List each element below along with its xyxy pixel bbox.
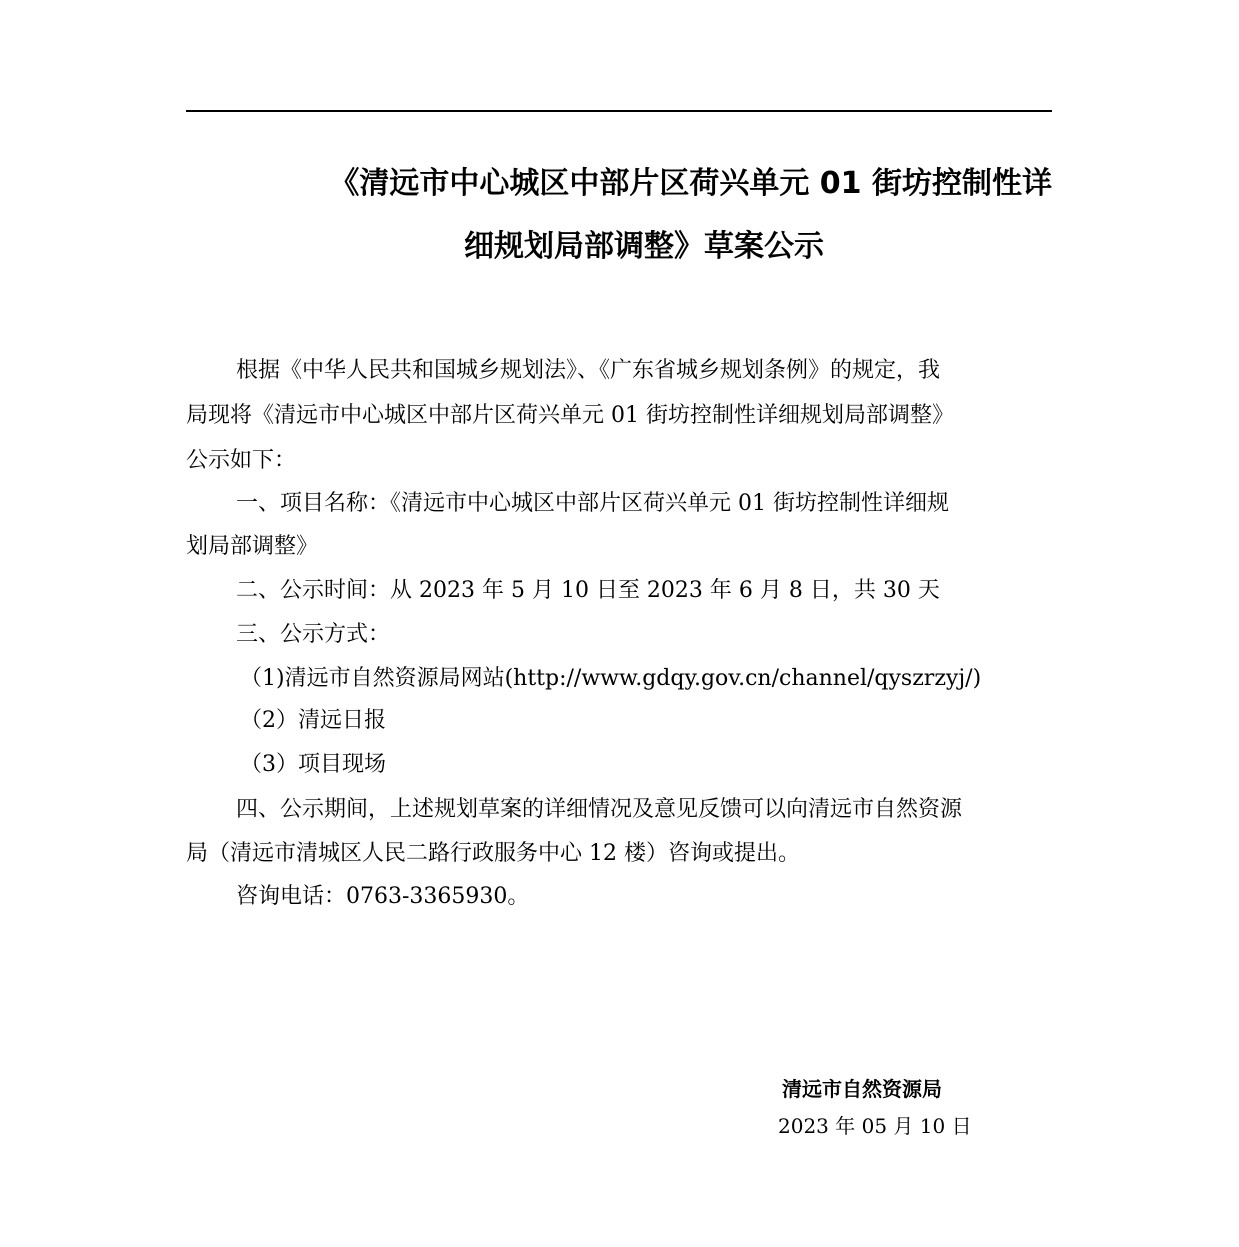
publicity-method-newspaper: （2）清远日报 [240,708,386,733]
contact-phone: 咨询电话：0763-3365930。 [236,884,530,909]
header-rule [186,110,1052,112]
issue-date: 2023 年 05 月 10 日 [778,1114,972,1138]
intro-paragraph-line-3: 公示如下： [186,448,297,473]
project-name-line-1: 一、项目名称：《清远市中心城区中部片区荷兴单元 01 街坊控制性详细规 [236,491,949,516]
publicity-method-website: （1)清远市自然资源局网站(http://www.gdqy.gov.cn/channel/qyszrzyj/) [240,666,982,691]
feedback-paragraph-line-2: 局（清远市清城区人民二路行政服务中心 12 楼）咨询或提出。 [186,841,800,866]
intro-paragraph-line-2: 局现将《清远市中心城区中部片区荷兴单元 01 街坊控制性详细规划局部调整》 [186,403,954,428]
document-title-line-1: 《清远市中心城区中部片区荷兴单元 01 街坊控制性详 [329,166,1052,201]
project-name-line-2: 划局部调整》 [186,534,319,559]
document-title-line-2: 细规划局部调整》草案公示 [464,229,824,264]
intro-paragraph-line-1: 根据《中华人民共和国城乡规划法》、《广东省城乡规划条例》的规定，我 [236,358,941,383]
issuing-organization: 清远市自然资源局 [782,1077,942,1101]
feedback-paragraph-line-1: 四、公示期间，上述规划草案的详细情况及意见反馈可以向清远市自然资源 [236,797,963,822]
publicity-period: 二、公示时间：从 2023 年 5 月 10 日至 2023 年 6 月 8 日，共 30 天 [236,578,940,603]
publicity-methods-heading: 三、公示方式： [236,622,391,647]
publicity-method-site: （3）项目现场 [240,752,386,777]
